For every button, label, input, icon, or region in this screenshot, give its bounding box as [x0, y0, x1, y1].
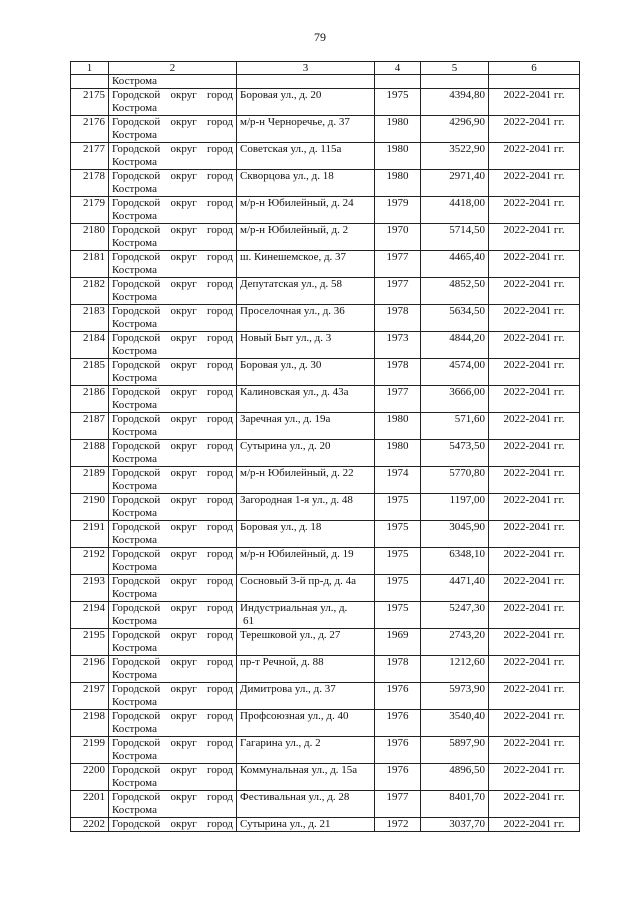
cell-period: 2022-2041 гг. — [489, 521, 580, 548]
cell-num: 2190 — [71, 494, 109, 521]
cell-municipality — [109, 305, 237, 332]
cell-num: 2186 — [71, 386, 109, 413]
table-row — [71, 170, 580, 197]
cell-municipality — [109, 116, 237, 143]
cell-address — [237, 75, 375, 89]
municipality-line-2: Кострома — [112, 777, 157, 789]
table-row — [71, 818, 580, 832]
cell-year: 1980 — [375, 170, 421, 197]
cell-year — [375, 75, 421, 89]
municipality-line-2: Кострома — [112, 750, 157, 762]
cell-period: 2022-2041 гг. — [489, 332, 580, 359]
table-header — [71, 62, 580, 75]
cell-area: 5473,50 — [421, 440, 489, 467]
column-header: 5 — [421, 62, 489, 75]
municipality-line-1: Городской округ город — [112, 332, 233, 344]
address-line-1: Загородная 1-я ул., д. 48 — [240, 494, 353, 506]
cell-period: 2022-2041 гг. — [489, 413, 580, 440]
address-line-1: ш. Кинешемское, д. 37 — [240, 251, 347, 263]
cell-num: 2175 — [71, 89, 109, 116]
cell-period: 2022-2041 гг. — [489, 386, 580, 413]
cell-municipality — [109, 710, 237, 737]
cell-municipality — [109, 332, 237, 359]
table-row — [71, 143, 580, 170]
cell-area: 4418,00 — [421, 197, 489, 224]
table-row — [71, 224, 580, 251]
table-row — [71, 791, 580, 818]
cell-period: 2022-2041 гг. — [489, 494, 580, 521]
cell-year: 1969 — [375, 629, 421, 656]
cell-municipality — [109, 413, 237, 440]
cell-year: 1976 — [375, 737, 421, 764]
cell-address — [237, 116, 375, 143]
cell-area: 5897,90 — [421, 737, 489, 764]
cell-num: 2201 — [71, 791, 109, 818]
municipality-line-1: Городской округ город — [112, 521, 233, 533]
cell-year: 1976 — [375, 710, 421, 737]
municipality-line-1: Городской округ город — [112, 737, 233, 749]
address-line-1: м/р-н Юбилейный, д. 19 — [240, 548, 354, 560]
cell-num: 2180 — [71, 224, 109, 251]
cell-period: 2022-2041 гг. — [489, 575, 580, 602]
municipality-line-2: Кострома — [112, 453, 157, 465]
cell-area: 3666,00 — [421, 386, 489, 413]
table-row — [71, 764, 580, 791]
table-row — [71, 89, 580, 116]
table-row — [71, 305, 580, 332]
cell-period: 2022-2041 гг. — [489, 143, 580, 170]
cell-year: 1980 — [375, 413, 421, 440]
cell-address — [237, 683, 375, 710]
cell-municipality — [109, 656, 237, 683]
address-line-1: Сосновый 3-й пр-д, д. 4а — [240, 575, 357, 587]
cell-year: 1975 — [375, 89, 421, 116]
cell-municipality — [109, 494, 237, 521]
cell-num: 2176 — [71, 116, 109, 143]
cell-num: 2181 — [71, 251, 109, 278]
column-header: 3 — [237, 62, 375, 75]
cell-year: 1980 — [375, 116, 421, 143]
cell-municipality — [109, 197, 237, 224]
cell-municipality — [109, 170, 237, 197]
municipality-line-1: Городской округ город — [112, 89, 233, 101]
cell-area: 4296,90 — [421, 116, 489, 143]
table-row — [71, 413, 580, 440]
cell-num: 2194 — [71, 602, 109, 629]
cell-year: 1980 — [375, 143, 421, 170]
municipality-line-2: Кострома — [112, 372, 157, 384]
cell-num: 2196 — [71, 656, 109, 683]
cell-address — [237, 278, 375, 305]
municipality-line-2: Кострома — [112, 642, 157, 654]
cell-address — [237, 197, 375, 224]
municipality-line-2: Кострома — [112, 426, 157, 438]
cell-num: 2197 — [71, 683, 109, 710]
table-row — [71, 386, 580, 413]
address-line-1: пр-т Речной, д. 88 — [240, 656, 324, 668]
cell-period: 2022-2041 гг. — [489, 278, 580, 305]
cell-address — [237, 575, 375, 602]
cell-municipality — [109, 89, 237, 116]
address-line-1: Терешковой ул., д. 27 — [240, 629, 341, 641]
cell-area: 2971,40 — [421, 170, 489, 197]
cell-year: 1973 — [375, 332, 421, 359]
address-line-1: Новый Быт ул., д. 3 — [240, 332, 332, 344]
table-row — [71, 737, 580, 764]
cell-year: 1980 — [375, 440, 421, 467]
cell-year: 1977 — [375, 386, 421, 413]
address-line-1: м/р-н Юбилейный, д. 2 — [240, 224, 349, 236]
cell-year: 1975 — [375, 521, 421, 548]
cell-address — [237, 791, 375, 818]
cell-num: 2189 — [71, 467, 109, 494]
municipality-line-2: Кострома — [112, 588, 157, 600]
address-line-1: Проселочная ул., д. 36 — [240, 305, 345, 317]
municipality-line-2: Кострома — [112, 696, 157, 708]
cell-address — [237, 629, 375, 656]
cell-area: 3045,90 — [421, 521, 489, 548]
cell-num: 2183 — [71, 305, 109, 332]
cell-num: 2195 — [71, 629, 109, 656]
municipality-line-1: Городской округ город — [112, 251, 233, 263]
cell-address — [237, 332, 375, 359]
municipality-line-1: Городской округ город — [112, 359, 233, 371]
cell-period: 2022-2041 гг. — [489, 89, 580, 116]
address-line-1: Боровая ул., д. 20 — [240, 89, 322, 101]
cell-municipality — [109, 440, 237, 467]
municipality-line-1: Городской округ город — [112, 575, 233, 587]
cell-municipality — [109, 251, 237, 278]
municipality-line-2: Кострома — [112, 669, 157, 681]
cell-address — [237, 818, 375, 832]
address-line-1: Боровая ул., д. 18 — [240, 521, 322, 533]
municipality-line-2: Кострома — [112, 399, 157, 411]
cell-num: 2187 — [71, 413, 109, 440]
page-number: 79 — [314, 30, 326, 44]
table-row — [71, 332, 580, 359]
cell-period: 2022-2041 гг. — [489, 224, 580, 251]
cell-year: 1977 — [375, 278, 421, 305]
cell-period: 2022-2041 гг. — [489, 440, 580, 467]
municipality-line-1: Городской округ город — [112, 197, 233, 209]
cell-municipality: Кострома — [109, 75, 237, 89]
cell-num: 2179 — [71, 197, 109, 224]
table-row — [71, 440, 580, 467]
cell-municipality — [109, 359, 237, 386]
cell-municipality — [109, 143, 237, 170]
table-row — [71, 629, 580, 656]
municipality-line-1: Городской округ город — [112, 818, 233, 830]
address-line-1: Димитрова ул., д. 37 — [240, 683, 336, 695]
cell-area: 4465,40 — [421, 251, 489, 278]
municipality-line-1: Городской округ город — [112, 224, 233, 236]
cell-address — [237, 602, 375, 629]
municipality-line-2: Кострома — [112, 183, 157, 195]
cell-num: 2192 — [71, 548, 109, 575]
table-row — [71, 467, 580, 494]
address-line-2: 61 — [243, 615, 254, 627]
cell-year: 1975 — [375, 575, 421, 602]
cell-period: 2022-2041 гг. — [489, 116, 580, 143]
cell-municipality — [109, 791, 237, 818]
address-line-1: Профсоюзная ул., д. 40 — [240, 710, 349, 722]
cell-year: 1976 — [375, 683, 421, 710]
municipality-line-2: Кострома — [112, 156, 157, 168]
cell-year: 1977 — [375, 251, 421, 278]
cell-num: 2178 — [71, 170, 109, 197]
cell-num: 2193 — [71, 575, 109, 602]
table-row — [71, 575, 580, 602]
cell-num: 2188 — [71, 440, 109, 467]
cell-municipality — [109, 629, 237, 656]
municipality-line-2: Кострома — [112, 318, 157, 330]
cell-area: 1197,00 — [421, 494, 489, 521]
cell-num: 2185 — [71, 359, 109, 386]
address-line-1: Депутатская ул., д. 58 — [240, 278, 342, 290]
cell-area: 5714,50 — [421, 224, 489, 251]
table-row — [71, 683, 580, 710]
table-row — [71, 494, 580, 521]
continuation-row — [71, 75, 580, 89]
municipality-line-1: Городской округ город — [112, 413, 233, 425]
cell-area: 5634,50 — [421, 305, 489, 332]
cell-year: 1977 — [375, 791, 421, 818]
cell-year: 1975 — [375, 548, 421, 575]
cell-area: 571,60 — [421, 413, 489, 440]
municipality-line-1: Городской округ город — [112, 467, 233, 479]
cell-year: 1970 — [375, 224, 421, 251]
cell-period: 2022-2041 гг. — [489, 197, 580, 224]
table-body — [71, 75, 580, 832]
cell-num: 2202 — [71, 818, 109, 832]
cell-municipality — [109, 548, 237, 575]
cell-period: 2022-2041 гг. — [489, 656, 580, 683]
cell-municipality — [109, 737, 237, 764]
cell-period: 2022-2041 гг. — [489, 764, 580, 791]
address-line-1: м/р-н Черноречье, д. 37 — [240, 116, 350, 128]
municipality-line-2: Кострома — [112, 237, 157, 249]
cell-year: 1978 — [375, 359, 421, 386]
address-line-1: Боровая ул., д. 30 — [240, 359, 322, 371]
cell-period: 2022-2041 гг. — [489, 467, 580, 494]
cell-address — [237, 656, 375, 683]
municipality-line-2: Кострома — [112, 615, 157, 627]
municipality-line-1: Городской округ город — [112, 683, 233, 695]
cell-area: 8401,70 — [421, 791, 489, 818]
cell-address — [237, 386, 375, 413]
address-line-1: Скворцова ул., д. 18 — [240, 170, 334, 182]
municipality-line-2: Кострома — [112, 561, 157, 573]
municipality-line-1: Городской округ город — [112, 656, 233, 668]
municipality-line-1: Городской округ город — [112, 170, 233, 182]
cell-area: 5973,90 — [421, 683, 489, 710]
address-line-1: Сутырина ул., д. 20 — [240, 440, 331, 452]
cell-period: 2022-2041 гг. — [489, 737, 580, 764]
cell-year: 1974 — [375, 467, 421, 494]
cell-year: 1976 — [375, 764, 421, 791]
cell-period: 2022-2041 гг. — [489, 629, 580, 656]
cell-area: 4844,20 — [421, 332, 489, 359]
cell-address — [237, 440, 375, 467]
cell-address — [237, 737, 375, 764]
address-line-1: м/р-н Юбилейный, д. 24 — [240, 197, 354, 209]
cell-period: 2022-2041 гг. — [489, 548, 580, 575]
municipality-line-1: Городской округ город — [112, 494, 233, 506]
cell-address — [237, 251, 375, 278]
address-line-1: Калиновская ул., д. 43а — [240, 386, 349, 398]
cell-area: 2743,20 — [421, 629, 489, 656]
municipality-line-1: Городской округ город — [112, 710, 233, 722]
table-row — [71, 521, 580, 548]
cell-year: 1975 — [375, 602, 421, 629]
municipality-line-1: Городской округ город — [112, 305, 233, 317]
cell-municipality — [109, 818, 237, 832]
cell-address — [237, 170, 375, 197]
cell-num: 2199 — [71, 737, 109, 764]
cell-municipality — [109, 278, 237, 305]
municipality-line-1: Городской округ город — [112, 440, 233, 452]
cell-period — [489, 75, 580, 89]
cell-year: 1972 — [375, 818, 421, 832]
cell-period: 2022-2041 гг. — [489, 305, 580, 332]
address-line-1: м/р-н Юбилейный, д. 22 — [240, 467, 354, 479]
cell-address — [237, 359, 375, 386]
municipality-line-1: Городской округ город — [112, 116, 233, 128]
cell-area: 3540,40 — [421, 710, 489, 737]
cell-num: 2182 — [71, 278, 109, 305]
cell-area: 6348,10 — [421, 548, 489, 575]
cell-area: 3037,70 — [421, 818, 489, 832]
cell-year: 1979 — [375, 197, 421, 224]
column-header: 4 — [375, 62, 421, 75]
municipality-line-2: Кострома — [112, 210, 157, 222]
cell-period: 2022-2041 гг. — [489, 170, 580, 197]
municipality-line-2: Кострома — [112, 480, 157, 492]
table-row — [71, 278, 580, 305]
cell-num — [71, 75, 109, 89]
municipality-line-1: Городской округ город — [112, 386, 233, 398]
cell-area: 4471,40 — [421, 575, 489, 602]
cell-year: 1978 — [375, 656, 421, 683]
cell-period: 2022-2041 гг. — [489, 251, 580, 278]
header-row — [71, 62, 580, 75]
cell-num: 2191 — [71, 521, 109, 548]
cell-area: 4896,50 — [421, 764, 489, 791]
cell-year: 1978 — [375, 305, 421, 332]
municipality-line-1: Городской округ город — [112, 278, 233, 290]
address-line-1: Коммунальная ул., д. 15а — [240, 764, 358, 776]
cell-period: 2022-2041 гг. — [489, 602, 580, 629]
table-row — [71, 197, 580, 224]
cell-municipality — [109, 224, 237, 251]
municipality-line-2: Кострома — [112, 102, 157, 114]
municipality-line-1: Городской округ город — [112, 548, 233, 560]
cell-municipality — [109, 386, 237, 413]
municipality-line-1: Городской округ город — [112, 791, 233, 803]
municipality-line-2: Кострома — [112, 507, 157, 519]
cell-period: 2022-2041 гг. — [489, 359, 580, 386]
column-header: 6 — [489, 62, 580, 75]
cell-period: 2022-2041 гг. — [489, 710, 580, 737]
cell-area: 5247,30 — [421, 602, 489, 629]
column-header: 2 — [109, 62, 237, 75]
table-row — [71, 710, 580, 737]
cell-municipality — [109, 467, 237, 494]
municipality-line-1: Городской округ город — [112, 764, 233, 776]
cell-municipality — [109, 764, 237, 791]
cell-municipality — [109, 602, 237, 629]
cell-num: 2177 — [71, 143, 109, 170]
municipality-line-2: Кострома — [112, 291, 157, 303]
table-row — [71, 116, 580, 143]
address-line-1: Индустриальная ул., д. — [240, 602, 348, 614]
cell-num: 2198 — [71, 710, 109, 737]
municipality-line-1: Городской округ город — [112, 602, 233, 614]
municipality-line-2: Кострома — [112, 723, 157, 735]
cell-period: 2022-2041 гг. — [489, 791, 580, 818]
cell-address — [237, 764, 375, 791]
cell-area: 5770,80 — [421, 467, 489, 494]
address-line-1: Заречная ул., д. 19а — [240, 413, 331, 425]
municipality-line-2: Кострома — [112, 345, 157, 357]
housing-table — [70, 61, 580, 832]
address-line-1: Сутырина ул., д. 21 — [240, 818, 331, 830]
cell-municipality — [109, 521, 237, 548]
cell-period: 2022-2041 гг. — [489, 818, 580, 832]
cell-address — [237, 494, 375, 521]
table-row — [71, 656, 580, 683]
cell-municipality — [109, 683, 237, 710]
table-row — [71, 251, 580, 278]
cell-num: 2184 — [71, 332, 109, 359]
cell-address — [237, 467, 375, 494]
cell-address — [237, 413, 375, 440]
municipality-line-2: Кострома — [112, 534, 157, 546]
municipality-line-2: Кострома — [112, 129, 157, 141]
cell-num: 2200 — [71, 764, 109, 791]
cell-area: 4852,50 — [421, 278, 489, 305]
cell-municipality — [109, 575, 237, 602]
municipality-line-1: Городской округ город — [112, 143, 233, 155]
table-row — [71, 548, 580, 575]
address-line-1: Фестивальная ул., д. 28 — [240, 791, 350, 803]
cell-address — [237, 710, 375, 737]
cell-address — [237, 89, 375, 116]
cell-year: 1975 — [375, 494, 421, 521]
address-line-1: Гагарина ул., д. 2 — [240, 737, 321, 749]
table-row — [71, 602, 580, 629]
cell-address — [237, 305, 375, 332]
municipality-line-1: Городской округ город — [112, 629, 233, 641]
municipality-line-2: Кострома — [112, 804, 157, 816]
municipality-line-2: Кострома — [112, 264, 157, 276]
cell-address — [237, 548, 375, 575]
cell-address — [237, 521, 375, 548]
cell-address — [237, 224, 375, 251]
cell-area: 3522,90 — [421, 143, 489, 170]
cell-area: 1212,60 — [421, 656, 489, 683]
cell-area — [421, 75, 489, 89]
cell-area: 4574,00 — [421, 359, 489, 386]
address-line-1: Советская ул., д. 115а — [240, 143, 342, 155]
cell-address — [237, 143, 375, 170]
cell-period: 2022-2041 гг. — [489, 683, 580, 710]
table-row — [71, 359, 580, 386]
column-header: 1 — [71, 62, 109, 75]
cell-area: 4394,80 — [421, 89, 489, 116]
